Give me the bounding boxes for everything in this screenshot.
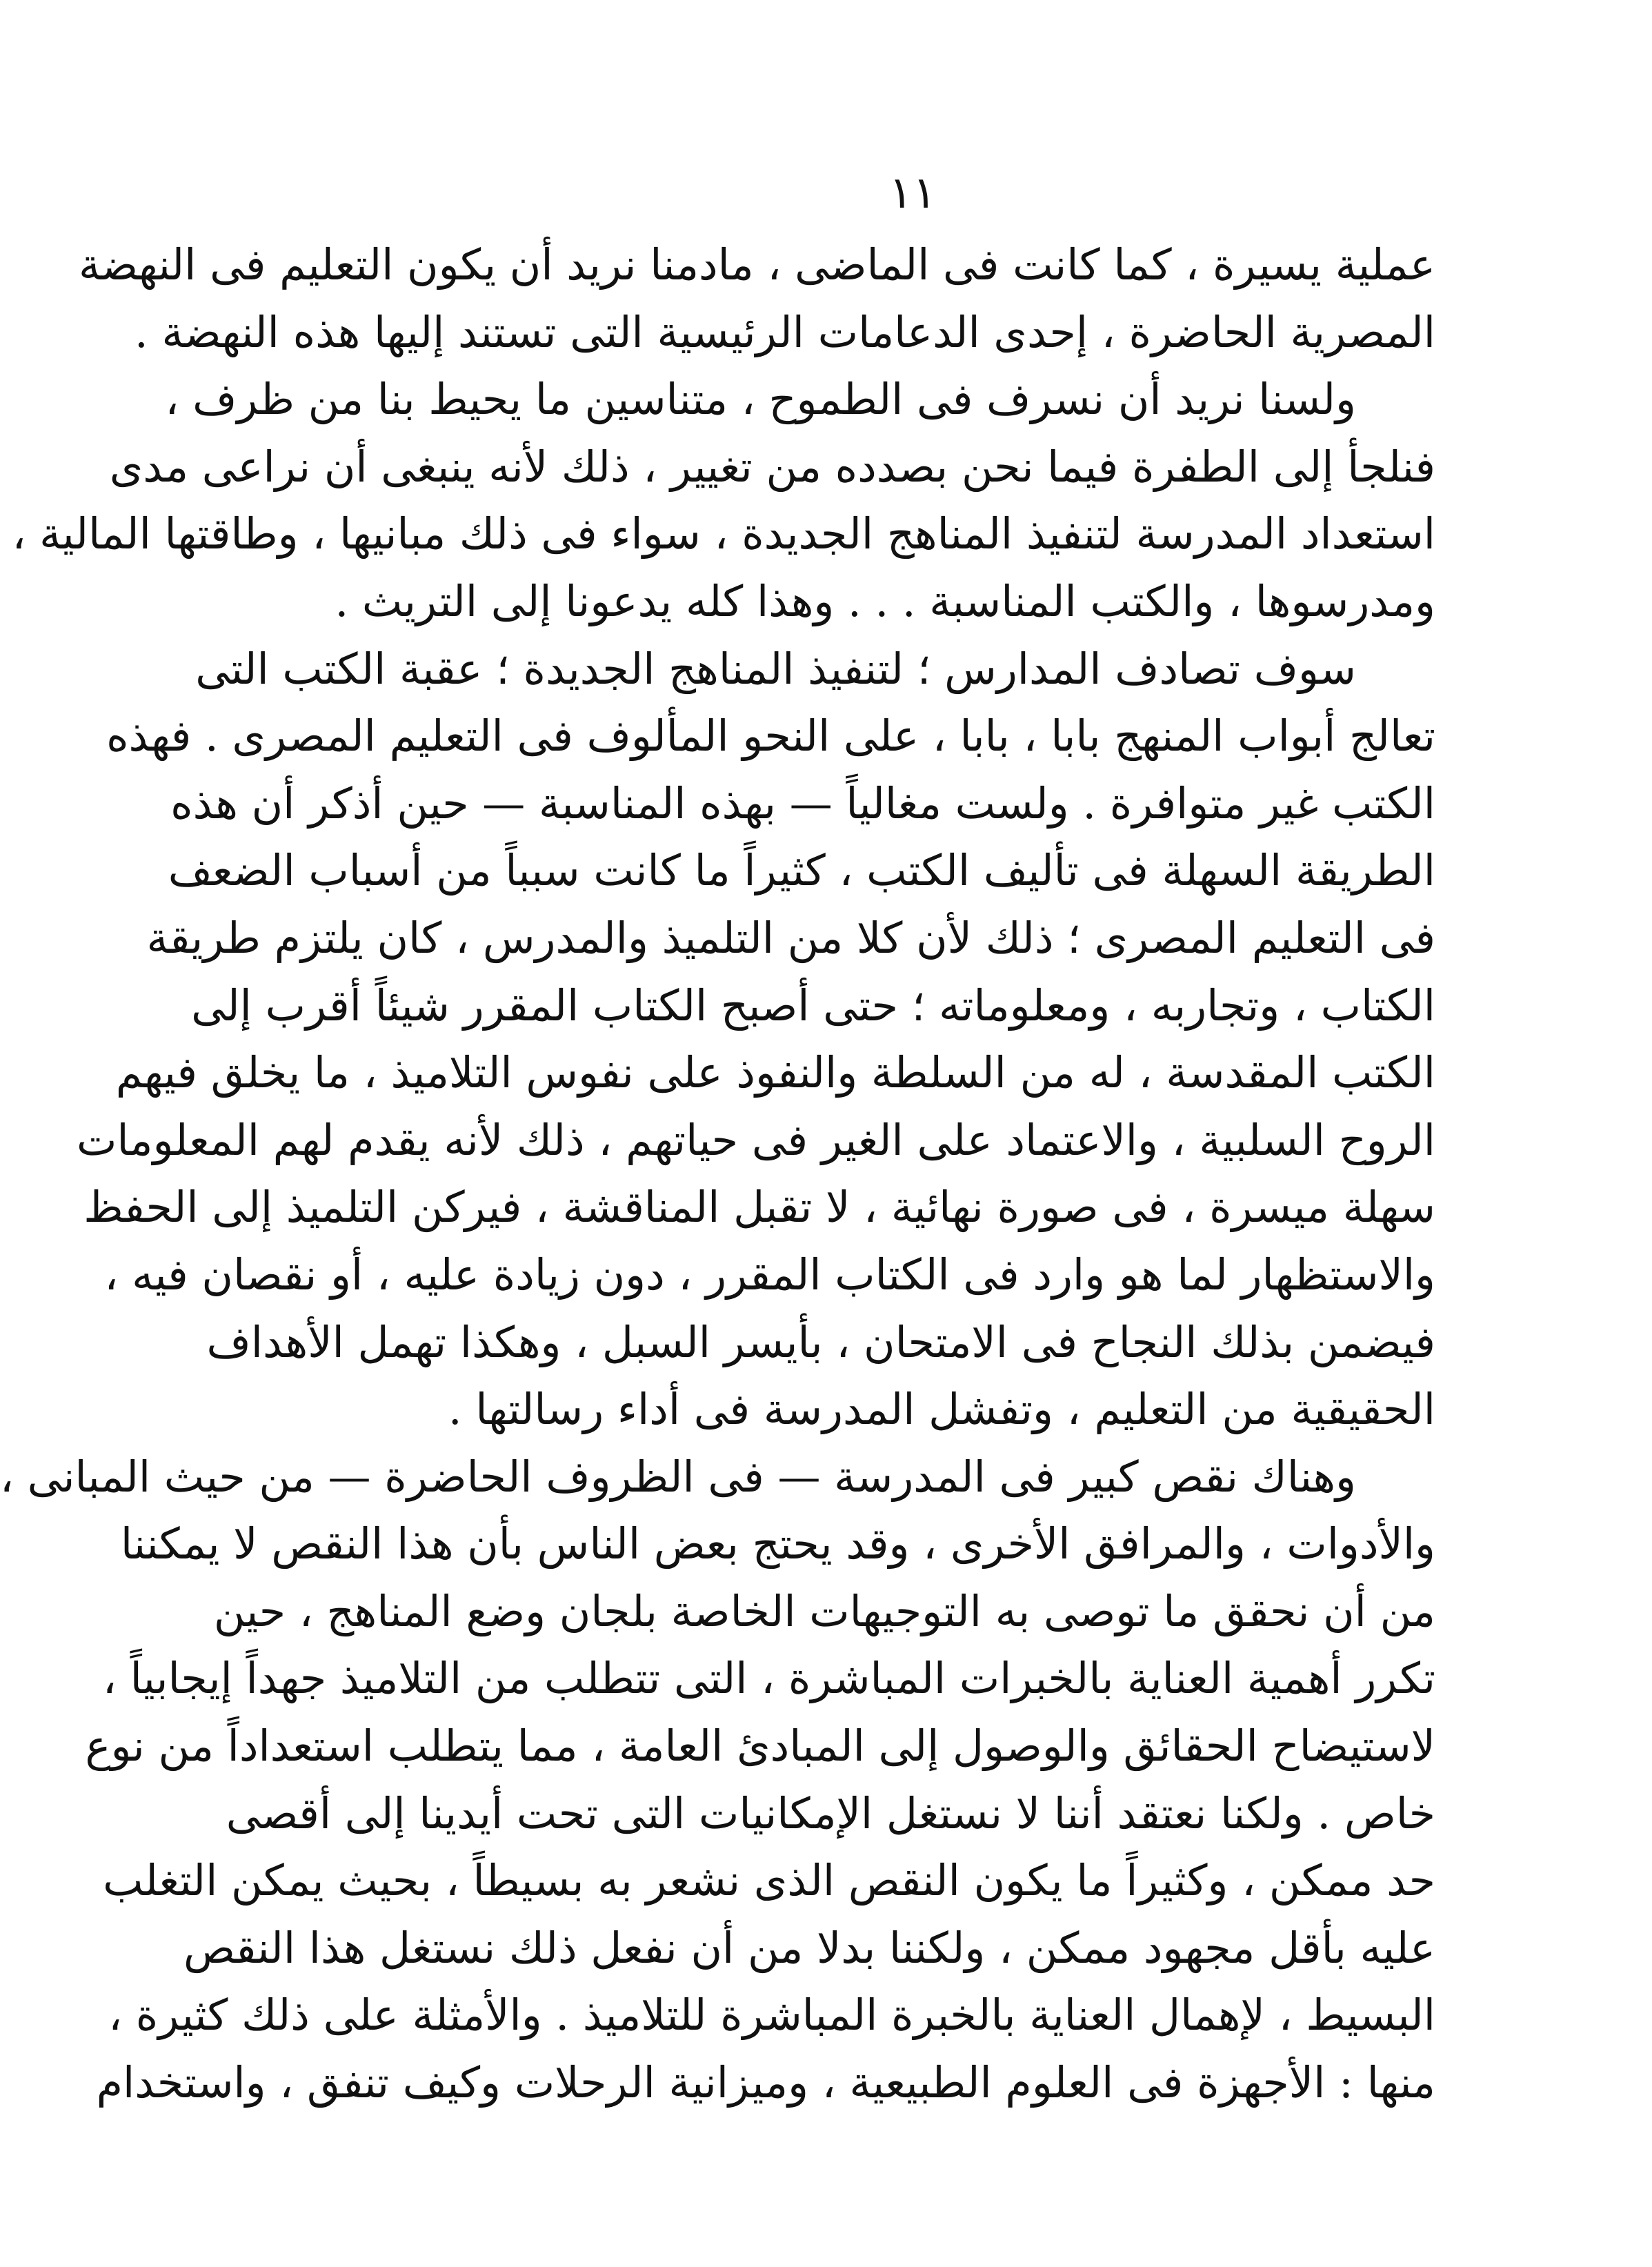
text-line: الكتاب ، وتجاربه ، ومعلوماته ؛ حتى أصبح الكتاب المقرر شيئاً أقرب إلى (191, 980, 1435, 1031)
text-line: فى التعليم المصرى ؛ ذلك لأن كلا من التلميذ والمدرس ، كان يلتزم طريقة (146, 912, 1435, 963)
text-line: وهناك نقص كبير فى المدرسة — فى الظروف الحاضرة — من حيث المبانى ، (0, 1451, 1356, 1502)
text-line: عليه بأقل مجهود ممكن ، ولكننا بدلا من أن نفعل ذلك نستغل هذا النقص (183, 1922, 1435, 1973)
text-line: البسيط ، لإهمال العناية بالخبرة المباشرة للتلاميذ . والأمثلة على ذلك كثيرة ، (108, 1990, 1435, 2041)
text-line: الكتب غير متوافرة . ولست مغالياً — بهذه المناسبة — حين أذكر أن هذه (170, 778, 1435, 829)
text-line: حد ممكن ، وكثيراً ما يكون النقص الذى نشعر به بسيطاً ، بحيث يمكن التغلب (103, 1855, 1435, 1906)
text-line: منها : الأجهزة فى العلوم الطبيعية ، وميزانية الرحلات وكيف تنفق ، واستخدام (96, 2057, 1435, 2108)
text-line: من أن نحقق ما توصى به التوجيهات الخاصة بلجان وضع المناهج ، حين (213, 1585, 1435, 1636)
text-line: والأدوات ، والمرافق الأخرى ، وقد يحتج بعض الناس بأن هذا النقص لا يمكننا (120, 1518, 1435, 1570)
text-line: خاص . ولكنا نعتقد أننا لا نستغل الإمكانيات التى تحت أيدينا إلى أقصى (226, 1788, 1435, 1839)
text-line: فيضمن بذلك النجاح فى الامتحان ، بأيسر السبل ، وهكذا تهمل الأهداف (206, 1316, 1435, 1367)
text-line: المصرية الحاضرة ، إحدى الدعامات الرئيسية التى تستند إليها هذه النهضة . (135, 306, 1435, 357)
text-line: عملية يسيرة ، كما كانت فى الماضى ، مادمنا نريد أن يكون التعليم فى النهضة (78, 239, 1435, 290)
text-line: الكتب المقدسة ، له من السلطة والنفوذ على نفوس التلاميذ ، ما يخلق فيهم (115, 1047, 1435, 1098)
text-line: ولسنا نريد أن نسرف فى الطموح ، متناسين ما يحيط بنا من ظرف ، (165, 374, 1356, 425)
text-line: تعالج أبواب المنهج بابا ، بابا ، على النحو المألوف فى التعليم المصرى . فهذه (106, 711, 1435, 762)
text-line: الطريقة السهلة فى تأليف الكتب ، كثيراً ما كانت سبباً من أسباب الضعف (168, 845, 1435, 896)
body-text (0, 231, 1435, 2117)
text-line: الروح السلبية ، والاعتماد على الغير فى حياتهم ، ذلك لأنه يقدم لهم المعلومات (77, 1114, 1435, 1165)
text-line: والاستظهار لما هو وارد فى الكتاب المقرر ، دون زيادة عليه ، أو نقصان فيه ، (104, 1249, 1435, 1300)
text-line: تكرر أهمية العناية بالخبرات المباشرة ، التى تتطلب من التلاميذ جهداً إيجابياً ، (102, 1653, 1435, 1704)
text-line: سوف تصادف المدارس ؛ لتنفيذ المناهج الجديدة ؛ عقبة الكتب التى (195, 643, 1356, 694)
text-line: لاستيضاح الحقائق والوصول إلى المبادئ العامة ، مما يتطلب استعداداً من نوع (85, 1721, 1435, 1772)
text-line: الحقيقية من التعليم ، وتفشل المدرسة فى أداء رسالتها . (448, 1384, 1435, 1435)
text-line: سهلة ميسرة ، فى صورة نهائية ، لا تقبل المناقشة ، فيركن التلميذ إلى الحفظ (83, 1182, 1435, 1233)
text-line: استعداد المدرسة لتنفيذ المناهج الجديدة ، سواء فى ذلك مبانيها ، وطاقتها المالية ، (12, 508, 1435, 560)
page-number: ١١ (888, 168, 937, 219)
text-line: فنلجأ إلى الطفرة فيما نحن بصدده من تغيير ، ذلك لأنه ينبغى أن نراعى مدى (109, 441, 1435, 492)
text-line: ومدرسوها ، والكتب المناسبة . . . وهذا كله يدعونا إلى التريث . (335, 575, 1435, 626)
